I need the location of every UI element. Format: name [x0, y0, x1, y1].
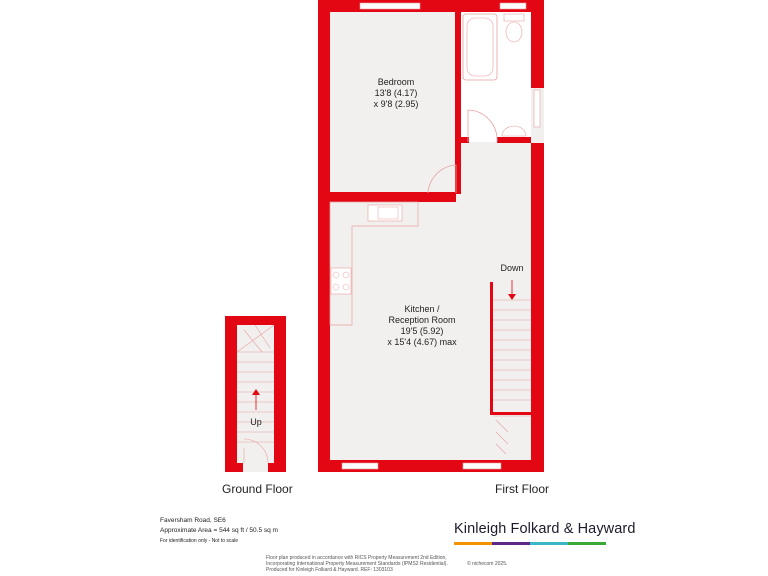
kitchen-name1: Kitchen / [404, 304, 440, 314]
ground-floor-plan [225, 316, 286, 472]
plan-notes [266, 555, 448, 573]
gf-wall-bottom-left [225, 463, 243, 472]
window-bathroom [500, 3, 526, 9]
bedroom-name: Bedroom [377, 77, 415, 87]
first-floor-label: First Floor [495, 482, 549, 496]
brand-bar-purple [492, 542, 530, 545]
hob [331, 268, 351, 294]
brand-bar-orange [454, 542, 492, 545]
stair-landing [490, 412, 531, 415]
nichecom-logo: © nichecom 2025. [467, 561, 508, 567]
area-line: Approximate Area = 544 sq ft / 50.5 sq m [160, 527, 278, 534]
brand-bar-teal [530, 542, 568, 545]
notes-line: Incorporating International Property Measurement Standards (IPMS2 Residential). [266, 561, 448, 567]
gf-wall-top [225, 316, 286, 325]
gf-wall-bottom-right [268, 463, 286, 472]
kitchen-dim2: x 15'4 (4.67) max [387, 337, 457, 347]
wall-bathroom-bottom [497, 137, 531, 143]
window-right [534, 90, 540, 127]
wall-left [318, 0, 330, 472]
brand-bar-green [568, 542, 606, 545]
window-bottom-right [463, 463, 501, 469]
toilet-bowl [506, 22, 522, 42]
gf-wall-left [225, 316, 237, 472]
address-line: Faversham Road, SE6 [160, 517, 226, 524]
kitchen-name2: Reception Room [388, 315, 456, 325]
stairs-up-label: Up [250, 417, 262, 427]
gf-wall-right [274, 316, 286, 472]
stairs-down-label: Down [500, 263, 524, 273]
wall-bedroom-bottom [318, 192, 456, 202]
disclaimer-line: For identification only - Not to scale [160, 538, 239, 544]
toilet-cistern [504, 14, 524, 21]
kitchen-sink [368, 205, 402, 221]
first-floor-plan [318, 0, 544, 472]
notes-line: Produced for Kinleigh Folkard & Hayward. REF: 1303103 [266, 567, 393, 573]
stair-wall [490, 282, 493, 414]
wall-right-lower [531, 143, 544, 472]
notes-line: Floor plan produced in accordance with RICS Property Measurement 2nd Edition, [266, 555, 447, 561]
bedroom-dim1: 13'8 (4.17) [374, 88, 418, 98]
property-address [160, 516, 278, 546]
window-bedroom [360, 3, 420, 9]
brand-name: Kinleigh Folkard & Hayward [454, 521, 636, 537]
window-bottom-left [342, 463, 378, 469]
bedroom-dim2: x 9'8 (2.95) [373, 99, 419, 109]
wall-right-upper [531, 0, 544, 88]
ground-floor-label: Ground Floor [222, 482, 293, 496]
kitchen-dim1: 19'5 (5.92) [400, 326, 444, 336]
bath [463, 14, 497, 80]
